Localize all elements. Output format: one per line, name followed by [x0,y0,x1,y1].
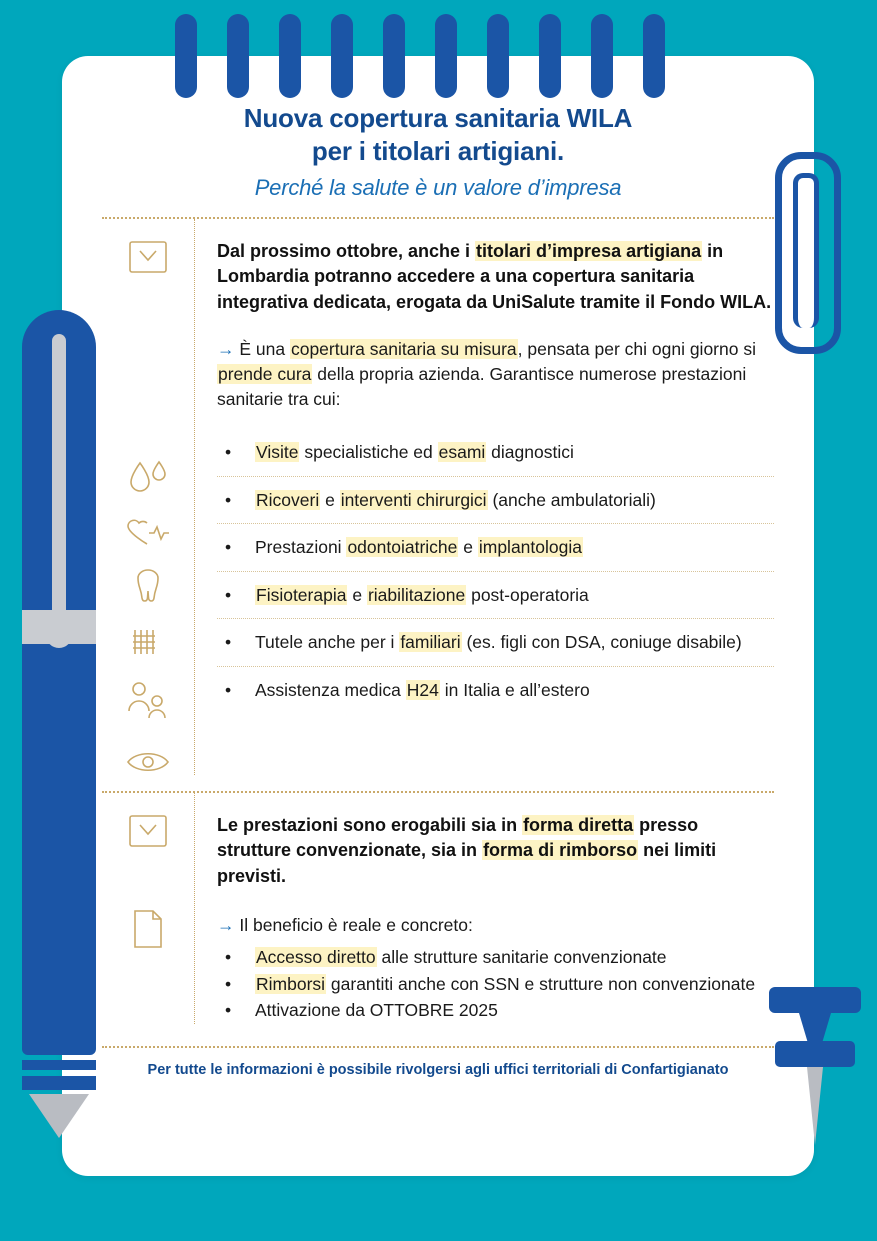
bullet-marker: • [225,947,232,968]
drop-icon [126,459,170,495]
intro-highlight-1: titolari d’impresa artigiana [476,240,702,261]
bullet-highlight-2: esami [438,442,486,463]
benefits-list [217,429,774,713]
section-one-text [194,219,774,775]
statement-text-1: Le prestazioni sono erogabili sia in [217,814,523,835]
list-item-text [255,945,667,970]
bullet-text-1: Prestazioni [255,537,347,558]
bullet-marker: • [225,537,232,558]
bullet-marker: • [225,973,232,994]
benefit-text: garantiti anche con SSN e strutture non convenzionate [326,973,756,994]
bullet-text-2: post-operatoria [466,584,589,605]
list-item-text [255,678,590,703]
bullet-text-1: e [320,489,340,510]
bullet-highlight-1: odontoiatriche [347,537,458,558]
intro-paragraph [217,239,774,316]
lead-highlight-2: prende cura [218,364,312,385]
section-one [102,219,774,775]
benefit-text: alle strutture sanitarie convenzionate [376,947,667,968]
benefit-list [217,944,774,1024]
statement-paragraph [217,813,774,890]
intro-text-2: in Lombardia potranno accedere a una copertura sanitaria integrativa dedicata, erogata da UniSalute tramite il Fondo WILA. [217,240,772,312]
statement-highlight-1: forma diretta [523,814,634,835]
page-title-line-2: per i titolari artigiani. [311,136,565,167]
icon-rail-one [102,219,194,775]
bullet-highlight-2: interventi chirurgici [340,489,487,510]
bullet-text-2: (anche ambulatoriali) [487,489,656,510]
benefit-text: Attivazione da OTTOBRE 2025 [255,1000,498,1021]
list-item-text [255,998,498,1023]
statement-text-3: nei limiti previsti. [217,840,717,886]
bullet-marker: • [225,632,232,653]
list-item-text [255,488,656,513]
list-item [217,524,774,572]
section-two [102,793,774,1024]
list-item-text [255,972,755,997]
intro-text-1: Dal prossimo ottobre, anche i [217,240,476,261]
list-item [217,971,774,998]
list-item [217,477,774,525]
lead-text-3: della propria azienda. Garantisce numerose prestazioni sanitarie tra cui: [217,364,747,409]
bullet-text-1: specialistiche ed [299,442,438,463]
eye-icon [126,749,170,775]
divider-bottom [102,1046,774,1048]
bullet-highlight-2: riabilitazione [367,584,466,605]
list-item-text [255,440,574,465]
bullet-marker: • [225,679,232,700]
benefit-lead [217,913,774,938]
bullet-highlight-1: H24 [406,679,439,700]
envelope-open-icon [129,241,167,273]
list-item-text [255,630,742,655]
list-item [217,429,774,477]
page-subtitle: Perché la salute è un valore d’impresa [254,174,622,200]
list-item [217,997,774,1024]
benefit-highlight: Accesso diretto [256,947,376,968]
envelope-open-icon [129,815,167,847]
list-item [217,667,774,714]
bullet-marker: • [225,442,232,463]
bullet-highlight-1: familiari [400,632,461,653]
bullet-marker: • [225,584,232,605]
bullet-highlight-2: implantologia [478,537,582,558]
bullet-highlight-1: Visite [256,442,299,463]
benefit-lead-text: Il beneficio è reale e concreto: [234,915,473,936]
bullet-marker: • [225,489,232,510]
title-block [102,102,774,201]
icon-rail-two [102,793,194,1024]
bullet-marker: • [225,1000,232,1021]
lead-highlight-1: copertura sanitaria su misura [290,339,517,360]
list-item-text [255,535,583,560]
family-icon [126,681,170,721]
bullet-highlight-1: Ricoveri [256,489,320,510]
lead-paragraph [217,337,774,412]
document-icon [131,909,165,949]
list-item [217,619,774,667]
page-title-line-1: Nuova copertura sanitaria WILA [243,103,633,133]
list-item [217,944,774,971]
section-two-text [194,793,774,1024]
benefit-highlight: Rimborsi [256,973,326,994]
list-item [217,572,774,620]
lead-text-1: È una [234,339,290,360]
statement-text-2: presso strutture convenzionate, sia in [217,814,699,861]
spine-icon [131,625,165,659]
footer-note: Per tutte le informazioni è possibile rivolgersi agli uffici territoriali di Confartigianato [147,1061,729,1078]
arrow-icon: → [217,339,235,360]
lead-text-2: , pensata per chi ogni giorno si [517,339,756,360]
document-content [62,56,814,1176]
bullet-text-1: Assistenza medica [255,679,406,700]
bullet-text-1: e [347,584,367,605]
bullet-text-2: e [458,537,478,558]
bullet-text-2: (es. figli con DSA, coniuge disabile) [461,632,742,653]
bullet-text-2: diagnostici [486,442,574,463]
bullet-highlight-1: Fisioterapia [256,584,347,605]
list-item-text [255,583,589,608]
tooth-icon [133,569,163,603]
arrow-icon: → [217,915,235,936]
statement-highlight-2: forma di rimborso [483,840,638,861]
bullet-text-1: Tutele anche per i [255,632,400,653]
heartbeat-icon [125,517,171,547]
bullet-text-2: in Italia e all’estero [439,679,590,700]
